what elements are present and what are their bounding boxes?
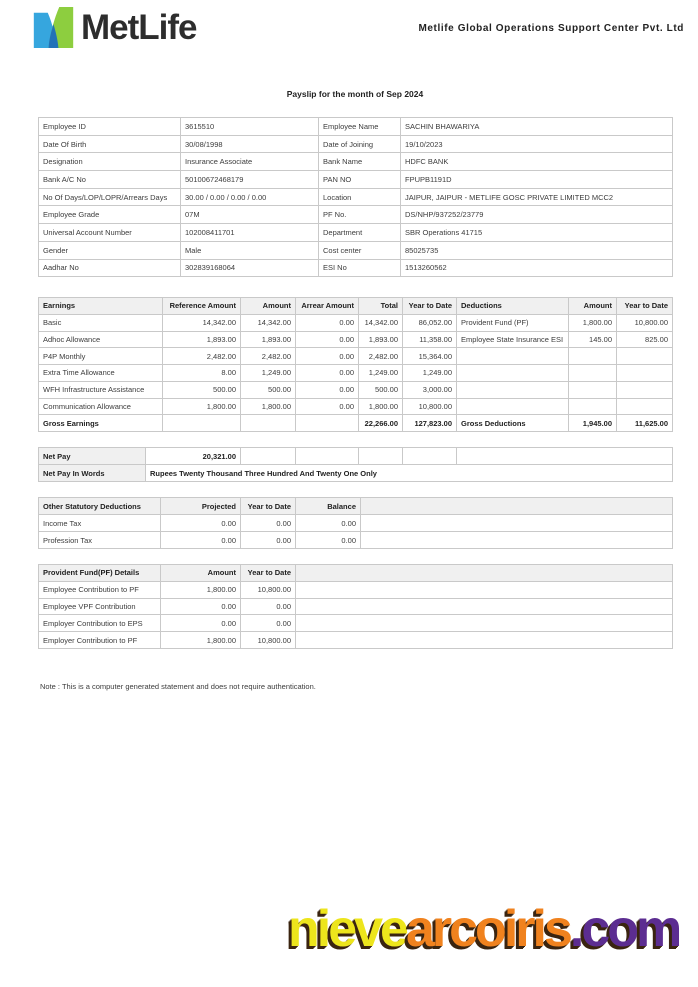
field-label: Location <box>319 189 401 207</box>
column-header: Amount <box>241 298 296 315</box>
table-row <box>39 118 673 136</box>
arrear-amount: 0.00 <box>296 365 359 382</box>
table-row <box>39 582 673 599</box>
earning-label: WFH Infrastructure Assistance <box>39 382 163 399</box>
field-value: 19/10/2023 <box>401 136 673 154</box>
pf-label: Employee VPF Contribution <box>39 599 161 616</box>
field-value: 102008411701 <box>181 224 319 242</box>
table-row <box>39 224 673 242</box>
net-pay-value: 20,321.00 <box>146 448 241 465</box>
deduction-year-to-date <box>617 365 673 382</box>
field-label: Universal Account Number <box>39 224 181 242</box>
table-row <box>39 206 673 224</box>
table-row <box>39 399 673 416</box>
empty-cell <box>403 448 457 465</box>
net-pay-words-row <box>39 465 673 482</box>
table-header-row <box>39 498 673 515</box>
watermark-com: .com <box>569 900 680 958</box>
year-to-date: 11,358.00 <box>403 332 457 349</box>
empty-cell <box>163 415 241 432</box>
pf-amount: 1,800.00 <box>161 582 241 599</box>
empty-cell <box>296 565 673 582</box>
column-header: Year to Date <box>403 298 457 315</box>
deduction-year-to-date: 10,800.00 <box>617 315 673 332</box>
field-label: Bank Name <box>319 153 401 171</box>
table-header-row <box>39 565 673 582</box>
deduction-amount <box>569 365 617 382</box>
field-label: Date of Joining <box>319 136 401 154</box>
total: 14,342.00 <box>359 315 403 332</box>
deduction-label: Employee State Insurance ESI <box>457 332 569 349</box>
column-header: Reference Amount <box>163 298 241 315</box>
table-row <box>39 515 673 532</box>
field-value: 07M <box>181 206 319 224</box>
empty-cell <box>361 498 673 515</box>
field-value: SACHIN BHAWARIYA <box>401 118 673 136</box>
empty-cell <box>296 582 673 599</box>
pf-year-to-date: 0.00 <box>241 599 296 616</box>
reference-amount: 14,342.00 <box>163 315 241 332</box>
field-label: PF No. <box>319 206 401 224</box>
deduction-amount <box>569 382 617 399</box>
empty-cell <box>296 632 673 649</box>
reference-amount: 1,800.00 <box>163 399 241 416</box>
field-value: FPUPB1191D <box>401 171 673 189</box>
empty-cell <box>361 515 673 532</box>
pf-amount: 0.00 <box>161 599 241 616</box>
employee-info-table <box>38 117 673 277</box>
total: 1,249.00 <box>359 365 403 382</box>
arrear-amount: 0.00 <box>296 399 359 416</box>
note-text: Note : This is a computer generated statement and does not require authentication. <box>40 682 316 691</box>
table-row <box>39 632 673 649</box>
field-label: Gender <box>39 242 181 260</box>
arrear-amount: 0.00 <box>296 348 359 365</box>
watermark-arcoiris: arcoiris <box>405 900 570 958</box>
column-header: Arrear Amount <box>296 298 359 315</box>
reference-amount: 500.00 <box>163 382 241 399</box>
table-header-row <box>39 298 673 315</box>
deduction-amount: 145.00 <box>569 332 617 349</box>
reference-amount: 2,482.00 <box>163 348 241 365</box>
projected: 0.00 <box>161 532 241 549</box>
field-value: Insurance Associate <box>181 153 319 171</box>
deduction-label <box>457 399 569 416</box>
table-row <box>39 599 673 616</box>
net-pay-in-words-value: Rupees Twenty Thousand Three Hundred And Twenty One Only <box>146 465 673 482</box>
table-row <box>39 382 673 399</box>
pf-label: Employer Contribution to EPS <box>39 615 161 632</box>
table-row <box>39 153 673 171</box>
deduction-year-to-date <box>617 348 673 365</box>
metlife-logo <box>33 7 197 48</box>
net-pay-table <box>38 447 673 482</box>
earnings-deductions-table <box>38 297 673 432</box>
field-value: 30/08/1998 <box>181 136 319 154</box>
net-pay-row <box>39 448 673 465</box>
field-label: Employee Name <box>319 118 401 136</box>
column-header: Deductions <box>457 298 569 315</box>
table-row <box>39 532 673 549</box>
table-row <box>39 615 673 632</box>
gross-row <box>39 415 673 432</box>
column-header: Amount <box>569 298 617 315</box>
total: 1,800.00 <box>359 399 403 416</box>
arrear-amount: 0.00 <box>296 382 359 399</box>
deduction-amount <box>569 348 617 365</box>
amount: 1,893.00 <box>241 332 296 349</box>
deduction-label: Income Tax <box>39 515 161 532</box>
pf-year-to-date: 10,800.00 <box>241 632 296 649</box>
pf-year-to-date: 0.00 <box>241 615 296 632</box>
year-to-date: 10,800.00 <box>403 399 457 416</box>
column-header: Year to Date <box>617 298 673 315</box>
pf-details-table <box>38 564 673 649</box>
pf-amount: 1,800.00 <box>161 632 241 649</box>
field-value: DS/NHP/937252/23779 <box>401 206 673 224</box>
empty-cell <box>296 415 359 432</box>
deduction-amount: 1,800.00 <box>569 315 617 332</box>
total: 2,482.00 <box>359 348 403 365</box>
field-label: Designation <box>39 153 181 171</box>
gross-deductions-ytd: 11,625.00 <box>617 415 673 432</box>
year-to-date: 1,249.00 <box>403 365 457 382</box>
empty-cell <box>241 415 296 432</box>
net-pay-label: Net Pay <box>39 448 146 465</box>
column-header: Amount <box>161 565 241 582</box>
table-row <box>39 260 673 278</box>
earning-label: Adhoc Allowance <box>39 332 163 349</box>
pf-label: Employer Contribution to PF <box>39 632 161 649</box>
field-label: ESI No <box>319 260 401 278</box>
empty-cell <box>361 532 673 549</box>
field-label: Bank A/C No <box>39 171 181 189</box>
table-row <box>39 332 673 349</box>
field-label: Employee Grade <box>39 206 181 224</box>
deduction-year-to-date <box>617 382 673 399</box>
gross-deductions-label: Gross Deductions <box>457 415 569 432</box>
payslip-title: Payslip for the month of Sep 2024 <box>286 89 424 99</box>
amount: 2,482.00 <box>241 348 296 365</box>
column-header: Provident Fund(PF) Details <box>39 565 161 582</box>
table-row <box>39 315 673 332</box>
gross-total: 22,266.00 <box>359 415 403 432</box>
field-label: Employee ID <box>39 118 181 136</box>
statutory-deductions-table <box>38 497 673 549</box>
company-name: Metlife Global Operations Support Center Pvt. Ltd <box>418 23 684 34</box>
deduction-label <box>457 348 569 365</box>
field-value: 302839168064 <box>181 260 319 278</box>
field-value: HDFC BANK <box>401 153 673 171</box>
column-header: Year to Date <box>241 565 296 582</box>
gross-year-to-date: 127,823.00 <box>403 415 457 432</box>
deduction-year-to-date: 825.00 <box>617 332 673 349</box>
metlife-logo-icon <box>33 7 74 48</box>
field-label: Cost center <box>319 242 401 260</box>
deduction-label <box>457 365 569 382</box>
earning-label: Communication Allowance <box>39 399 163 416</box>
amount: 1,800.00 <box>241 399 296 416</box>
table-row <box>39 136 673 154</box>
earning-label: Extra Time Allowance <box>39 365 163 382</box>
empty-cell <box>457 448 673 465</box>
year-to-date: 0.00 <box>241 532 296 549</box>
field-value: SBR Operations 41715 <box>401 224 673 242</box>
earning-label: Basic <box>39 315 163 332</box>
net-pay-in-words-label: Net Pay In Words <box>39 465 146 482</box>
column-header: Total <box>359 298 403 315</box>
year-to-date: 15,364.00 <box>403 348 457 365</box>
balance: 0.00 <box>296 532 361 549</box>
column-header: Other Statutory Deductions <box>39 498 161 515</box>
pf-year-to-date: 10,800.00 <box>241 582 296 599</box>
table-row <box>39 348 673 365</box>
earning-label: P4P Monthly <box>39 348 163 365</box>
deduction-label <box>457 382 569 399</box>
pf-amount: 0.00 <box>161 615 241 632</box>
table-row <box>39 242 673 260</box>
field-label: Date Of Birth <box>39 136 181 154</box>
field-value: 3615510 <box>181 118 319 136</box>
gross-earnings-label: Gross Earnings <box>39 415 163 432</box>
arrear-amount: 0.00 <box>296 315 359 332</box>
amount: 14,342.00 <box>241 315 296 332</box>
table-row <box>39 189 673 207</box>
field-label: Aadhar No <box>39 260 181 278</box>
field-value: 85025735 <box>401 242 673 260</box>
empty-cell <box>296 448 359 465</box>
empty-cell <box>359 448 403 465</box>
watermark-nieve: nieve <box>288 900 406 958</box>
field-value: JAIPUR, JAIPUR - METLIFE GOSC PRIVATE LIMITED MCC2 <box>401 189 673 207</box>
metlife-wordmark: MetLife <box>81 8 197 47</box>
column-header: Balance <box>296 498 361 515</box>
field-value: 50100672468179 <box>181 171 319 189</box>
deduction-label: Provident Fund (PF) <box>457 315 569 332</box>
empty-cell <box>241 448 296 465</box>
watermark <box>288 900 680 958</box>
gross-deductions-amount: 1,945.00 <box>569 415 617 432</box>
table-row <box>39 365 673 382</box>
column-header: Projected <box>161 498 241 515</box>
year-to-date: 0.00 <box>241 515 296 532</box>
total: 500.00 <box>359 382 403 399</box>
empty-cell <box>296 599 673 616</box>
deduction-amount <box>569 399 617 416</box>
reference-amount: 8.00 <box>163 365 241 382</box>
field-value: Male <box>181 242 319 260</box>
field-label: PAN NO <box>319 171 401 189</box>
table-row <box>39 171 673 189</box>
arrear-amount: 0.00 <box>296 332 359 349</box>
deduction-year-to-date <box>617 399 673 416</box>
empty-cell <box>296 615 673 632</box>
field-label: No Of Days/LOP/LOPR/Arrears Days <box>39 189 181 207</box>
amount: 1,249.00 <box>241 365 296 382</box>
column-header: Year to Date <box>241 498 296 515</box>
total: 1,893.00 <box>359 332 403 349</box>
amount: 500.00 <box>241 382 296 399</box>
balance: 0.00 <box>296 515 361 532</box>
deduction-label: Profession Tax <box>39 532 161 549</box>
field-value: 30.00 / 0.00 / 0.00 / 0.00 <box>181 189 319 207</box>
year-to-date: 86,052.00 <box>403 315 457 332</box>
column-header: Earnings <box>39 298 163 315</box>
pf-label: Employee Contribution to PF <box>39 582 161 599</box>
reference-amount: 1,893.00 <box>163 332 241 349</box>
projected: 0.00 <box>161 515 241 532</box>
year-to-date: 3,000.00 <box>403 382 457 399</box>
field-label: Department <box>319 224 401 242</box>
field-value: 1513260562 <box>401 260 673 278</box>
